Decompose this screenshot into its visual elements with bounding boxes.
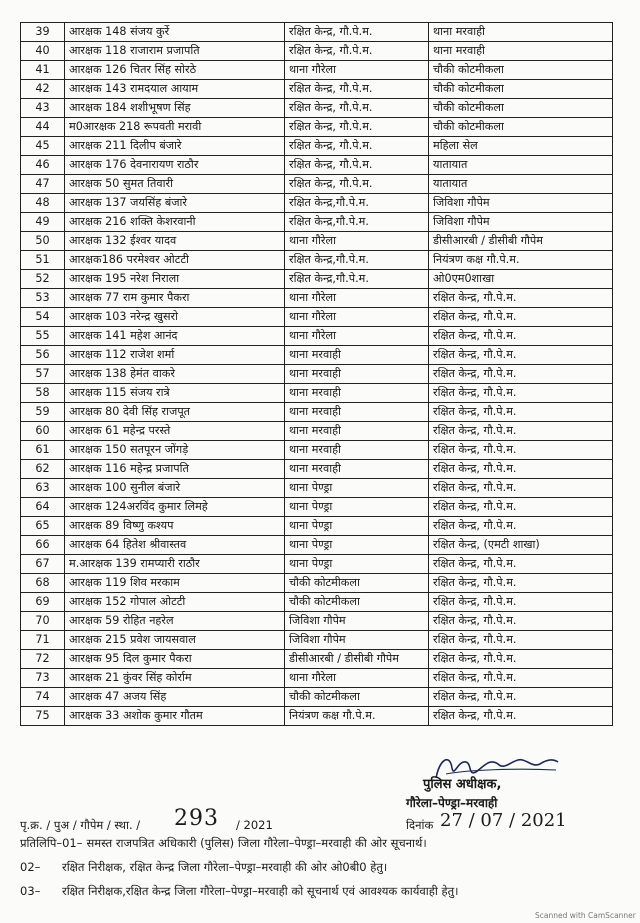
to-cell: रक्षित केन्द्र, गौ.पे.म. <box>429 555 613 574</box>
to-cell: रक्षित केन्द्र, गौ.पे.म. <box>429 498 613 517</box>
name-cell: आरक्षक 89 विष्णु कश्यप <box>65 517 285 536</box>
to-cell: रक्षित केन्द्र, (एमटी शाखा) <box>429 536 613 555</box>
name-cell: आरक्षक 216 शक्ति केशरवानी <box>65 213 285 232</box>
serial-cell: 74 <box>21 688 65 707</box>
from-cell: रक्षित केन्द्र, गौ.पे.म. <box>285 42 429 61</box>
name-cell: आरक्षक 77 राम कुमार पैकरा <box>65 289 285 308</box>
to-cell: रक्षित केन्द्र, गौ.पे.म. <box>429 384 613 403</box>
copy-line-text: रक्षित निरीक्षक, रक्षित केन्द्र जिला गौरेला–पेण्ड्रा–मरवाही की ओर ओ0बी0 हेतु। <box>62 860 388 874</box>
to-cell: रक्षित केन्द्र, गौ.पे.म. <box>429 593 613 612</box>
table-row <box>21 574 613 593</box>
name-cell: आरक्षक 100 सुनील बंजारे <box>65 479 285 498</box>
from-cell: रक्षित केन्द्र, गौ.पे.म. <box>285 99 429 118</box>
from-cell: थाना गौरेला <box>285 327 429 346</box>
from-cell: थाना पेण्ड्रा <box>285 517 429 536</box>
name-cell: आरक्षक 50 सुमत तिवारी <box>65 175 285 194</box>
to-cell: रक्षित केन्द्र, गौ.पे.म. <box>429 650 613 669</box>
table-row <box>21 631 613 650</box>
serial-cell: 57 <box>21 365 65 384</box>
serial-cell: 72 <box>21 650 65 669</box>
to-cell: थाना मरवाही <box>429 23 613 42</box>
serial-cell: 51 <box>21 251 65 270</box>
to-cell: रक्षित केन्द्र, गौ.पे.म. <box>429 631 613 650</box>
serial-cell: 52 <box>21 270 65 289</box>
signatory-title: पुलिस अधीक्षक, <box>423 777 502 792</box>
to-cell: रक्षित केन्द्र, गौ.पे.म. <box>429 308 613 327</box>
serial-cell: 42 <box>21 80 65 99</box>
serial-cell: 48 <box>21 194 65 213</box>
table-row <box>21 346 613 365</box>
from-cell: रक्षित केन्द्र,गौ.पे.म. <box>285 194 429 213</box>
table-row <box>21 593 613 612</box>
name-cell: आरक्षक 138 हेमंत वाकरे <box>65 365 285 384</box>
copy-line-text: रक्षित निरीक्षक,रक्षित केन्द्र जिला गौरेला–पेण्ड्रा–मरवाही को सूचनार्थ एवं आवश्यक कार्यवाही हेतु। <box>62 884 459 898</box>
serial-cell: 43 <box>21 99 65 118</box>
table-row <box>21 42 613 61</box>
table-row <box>21 232 613 251</box>
from-cell: थाना मरवाही <box>285 403 429 422</box>
to-cell: जिविशा गौपेम <box>429 194 613 213</box>
from-cell: चौकी कोटमीकला <box>285 574 429 593</box>
copy-line-number: प्रतिलिपि–01– <box>20 836 83 850</box>
from-cell: जिविशा गौपेम <box>285 631 429 650</box>
from-cell: थाना मरवाही <box>285 346 429 365</box>
from-cell: चौकी कोटमीकला <box>285 688 429 707</box>
table-row <box>21 213 613 232</box>
to-cell: रक्षित केन्द्र, गौ.पे.म. <box>429 346 613 365</box>
to-cell: चौकी कोटमीकला <box>429 61 613 80</box>
to-cell: रक्षित केन्द्र, गौ.पे.म. <box>429 441 613 460</box>
name-cell: आरक्षक 137 जयसिंह बंजारे <box>65 194 285 213</box>
serial-cell: 55 <box>21 327 65 346</box>
from-cell: रक्षित केन्द्र, गौ.पे.म. <box>285 175 429 194</box>
from-cell: रक्षित केन्द्र,गौ.पे.म. <box>285 270 429 289</box>
serial-cell: 62 <box>21 460 65 479</box>
serial-cell: 58 <box>21 384 65 403</box>
serial-cell: 65 <box>21 517 65 536</box>
serial-cell: 53 <box>21 289 65 308</box>
to-cell: रक्षित केन्द्र, गौ.पे.म. <box>429 707 613 726</box>
table-row <box>21 517 613 536</box>
name-cell: आरक्षक 64 हितेश श्रीवास्तव <box>65 536 285 555</box>
from-cell: रक्षित केन्द्र, गौ.पे.म. <box>285 118 429 137</box>
to-cell: नियंत्रण कक्ष गौ.पे.म. <box>429 251 613 270</box>
copy-line-number: 02– <box>20 860 41 874</box>
to-cell: रक्षित केन्द्र, गौ.पे.म. <box>429 289 613 308</box>
table-row <box>21 688 613 707</box>
serial-cell: 67 <box>21 555 65 574</box>
name-cell: आरक्षक 116 महेन्द्र प्रजापति <box>65 460 285 479</box>
serial-cell: 59 <box>21 403 65 422</box>
serial-cell: 47 <box>21 175 65 194</box>
serial-cell: 49 <box>21 213 65 232</box>
to-cell: यातायात <box>429 175 613 194</box>
table-row <box>21 118 613 137</box>
to-cell: रक्षित केन्द्र, गौ.पे.म. <box>429 403 613 422</box>
table-row <box>21 61 613 80</box>
name-cell: आरक्षक 143 रामदयाल आयाम <box>65 80 285 99</box>
to-cell: जिविशा गौपेम <box>429 213 613 232</box>
serial-cell: 56 <box>21 346 65 365</box>
serial-cell: 50 <box>21 232 65 251</box>
table-row <box>21 403 613 422</box>
serial-cell: 64 <box>21 498 65 517</box>
name-cell: आरक्षक 148 संजय कुर्रे <box>65 23 285 42</box>
name-cell: आरक्षक 211 दिलीप बंजारे <box>65 137 285 156</box>
name-cell: आरक्षक 95 दिल कुमार पैकरा <box>65 650 285 669</box>
copy-line-number: 03– <box>20 884 41 898</box>
copy-line-1 <box>20 836 427 851</box>
to-cell: यातायात <box>429 156 613 175</box>
from-cell: चौकी कोटमीकला <box>285 593 429 612</box>
name-cell: आरक्षक 215 प्रवेश जायसवाल <box>65 631 285 650</box>
name-cell: म0आरक्षक 218 रूपवती मरावी <box>65 118 285 137</box>
name-cell: आरक्षक 119 शिव मरकाम <box>65 574 285 593</box>
to-cell: थाना मरवाही <box>429 42 613 61</box>
from-cell: डीसीआरबी / डीसीबी गौपेम <box>285 650 429 669</box>
table-row <box>21 479 613 498</box>
table-row <box>21 707 613 726</box>
from-cell: नियंत्रण कक्ष गौ.पे.म. <box>285 707 429 726</box>
name-cell: आरक्षक 61 महेन्द्र परस्ते <box>65 422 285 441</box>
from-cell: थाना पेण्ड्रा <box>285 498 429 517</box>
name-cell: आरक्षक 124अरविंद कुमार लिमहे <box>65 498 285 517</box>
name-cell: आरक्षक 118 राजाराम प्रजापति <box>65 42 285 61</box>
to-cell: रक्षित केन्द्र, गौ.पे.म. <box>429 688 613 707</box>
table-row <box>21 441 613 460</box>
from-cell: थाना मरवाही <box>285 365 429 384</box>
signatory-office: गौरेला–पेण्ड्रा–मरवाही <box>406 796 498 810</box>
table-row <box>21 460 613 479</box>
table-row <box>21 365 613 384</box>
serial-cell: 39 <box>21 23 65 42</box>
copy-line-3 <box>20 884 459 899</box>
from-cell: थाना मरवाही <box>285 460 429 479</box>
table-row <box>21 175 613 194</box>
from-cell: रक्षित केन्द्र,गौ.पे.म. <box>285 251 429 270</box>
table-row <box>21 498 613 517</box>
name-cell: आरक्षक 150 सतपूरन जोंगड़े <box>65 441 285 460</box>
to-cell: महिला सेल <box>429 137 613 156</box>
serial-cell: 54 <box>21 308 65 327</box>
order-number: 293 <box>174 806 219 831</box>
from-cell: थाना मरवाही <box>285 384 429 403</box>
table-row <box>21 384 613 403</box>
name-cell: आरक्षक 80 देवी सिंह राजपूत <box>65 403 285 422</box>
name-cell: आरक्षक 184 शशीभूषण सिंह <box>65 99 285 118</box>
name-cell: आरक्षक 47 अजय सिंह <box>65 688 285 707</box>
table-row <box>21 23 613 42</box>
copy-line-2 <box>20 860 387 875</box>
to-cell: रक्षित केन्द्र, गौ.पे.म. <box>429 669 613 688</box>
to-cell: रक्षित केन्द्र, गौ.पे.म. <box>429 517 613 536</box>
name-cell: आरक्षक 132 ईश्वर यादव <box>65 232 285 251</box>
from-cell: थाना मरवाही <box>285 422 429 441</box>
date-label: दिनांक <box>406 818 434 832</box>
table-row <box>21 251 613 270</box>
table-row <box>21 650 613 669</box>
name-cell: म.आरक्षक 139 रामप्यारी राठौर <box>65 555 285 574</box>
from-cell: थाना पेण्ड्रा <box>285 479 429 498</box>
serial-cell: 75 <box>21 707 65 726</box>
name-cell: आरक्षक 21 कुंवर सिंह कोर्राम <box>65 669 285 688</box>
table-row <box>21 156 613 175</box>
from-cell: रक्षित केन्द्र, गौ.पे.म. <box>285 23 429 42</box>
serial-cell: 71 <box>21 631 65 650</box>
serial-cell: 45 <box>21 137 65 156</box>
transfer-table-body <box>21 23 613 726</box>
table-row <box>21 80 613 99</box>
from-cell: रक्षित केन्द्र, गौ.पे.म. <box>285 137 429 156</box>
serial-cell: 44 <box>21 118 65 137</box>
from-cell: थाना गौरेला <box>285 669 429 688</box>
serial-cell: 73 <box>21 669 65 688</box>
to-cell: डीसीआरबी / डीसीबी गौपेम <box>429 232 613 251</box>
table-row <box>21 612 613 631</box>
name-cell: आरक्षक 112 राजेश शर्मा <box>65 346 285 365</box>
name-cell: आरक्षक 103 नरेन्द्र खुसरो <box>65 308 285 327</box>
scanner-watermark: Scanned with CamScanner <box>535 911 636 920</box>
serial-cell: 66 <box>21 536 65 555</box>
from-cell: थाना मरवाही <box>285 441 429 460</box>
from-cell: थाना गौरेला <box>285 61 429 80</box>
order-date: 27 / 07 / 2021 <box>440 810 567 831</box>
from-cell: थाना गौरेला <box>285 289 429 308</box>
to-cell: रक्षित केन्द्र, गौ.पे.म. <box>429 327 613 346</box>
from-cell: थाना पेण्ड्रा <box>285 555 429 574</box>
from-cell: थाना गौरेला <box>285 308 429 327</box>
table-row <box>21 308 613 327</box>
serial-cell: 60 <box>21 422 65 441</box>
transfer-table <box>20 22 613 726</box>
serial-cell: 70 <box>21 612 65 631</box>
to-cell: रक्षित केन्द्र, गौ.पे.म. <box>429 365 613 384</box>
from-cell: थाना पेण्ड्रा <box>285 536 429 555</box>
table-row <box>21 194 613 213</box>
to-cell: ओ0एम0शाखा <box>429 270 613 289</box>
to-cell: रक्षित केन्द्र, गौ.पे.म. <box>429 612 613 631</box>
name-cell: आरक्षक 126 चितर सिंह सोरठे <box>65 61 285 80</box>
from-cell: थाना गौरेला <box>285 232 429 251</box>
serial-cell: 69 <box>21 593 65 612</box>
name-cell: आरक्षक 33 अशोक कुमार गौतम <box>65 707 285 726</box>
name-cell: आरक्षक 176 देवनारायण राठौर <box>65 156 285 175</box>
table-row <box>21 669 613 688</box>
table-row <box>21 137 613 156</box>
serial-cell: 41 <box>21 61 65 80</box>
reference-year: / 2021 <box>236 818 273 832</box>
name-cell: आरक्षक 141 महेश आनंद <box>65 327 285 346</box>
serial-cell: 61 <box>21 441 65 460</box>
table-row <box>21 422 613 441</box>
table-row <box>21 270 613 289</box>
from-cell: रक्षित केन्द्र,गौ.पे.म. <box>285 213 429 232</box>
table-row <box>21 536 613 555</box>
name-cell: आरक्षक186 परमेश्वर ओटटी <box>65 251 285 270</box>
to-cell: रक्षित केन्द्र, गौ.पे.म. <box>429 574 613 593</box>
table-row <box>21 289 613 308</box>
to-cell: रक्षित केन्द्र, गौ.पे.म. <box>429 479 613 498</box>
from-cell: रक्षित केन्द्र, गौ.पे.म. <box>285 80 429 99</box>
table-row <box>21 555 613 574</box>
table-row <box>21 327 613 346</box>
to-cell: चौकी कोटमीकला <box>429 99 613 118</box>
to-cell: चौकी कोटमीकला <box>429 80 613 99</box>
table-row <box>21 99 613 118</box>
to-cell: चौकी कोटमीकला <box>429 118 613 137</box>
from-cell: जिविशा गौपेम <box>285 612 429 631</box>
name-cell: आरक्षक 195 नरेश निराला <box>65 270 285 289</box>
name-cell: आरक्षक 115 संजय रात्रे <box>65 384 285 403</box>
to-cell: रक्षित केन्द्र, गौ.पे.म. <box>429 460 613 479</box>
from-cell: रक्षित केन्द्र, गौ.पे.म. <box>285 156 429 175</box>
serial-cell: 63 <box>21 479 65 498</box>
copy-line-text: समस्त राजपत्रित अधिकारी (पुलिस) जिला गौरेला–पेण्ड्रा–मरवाही की ओर सूचनार्थ। <box>86 836 427 850</box>
serial-cell: 40 <box>21 42 65 61</box>
name-cell: आरक्षक 152 गोपाल ओटटी <box>65 593 285 612</box>
serial-cell: 46 <box>21 156 65 175</box>
reference-prefix: पृ.क्र. / पुअ / गौपेम / स्था. / <box>20 818 141 832</box>
name-cell: आरक्षक 59 रोहित नहरेल <box>65 612 285 631</box>
to-cell: रक्षित केन्द्र, गौ.पे.म. <box>429 422 613 441</box>
serial-cell: 68 <box>21 574 65 593</box>
